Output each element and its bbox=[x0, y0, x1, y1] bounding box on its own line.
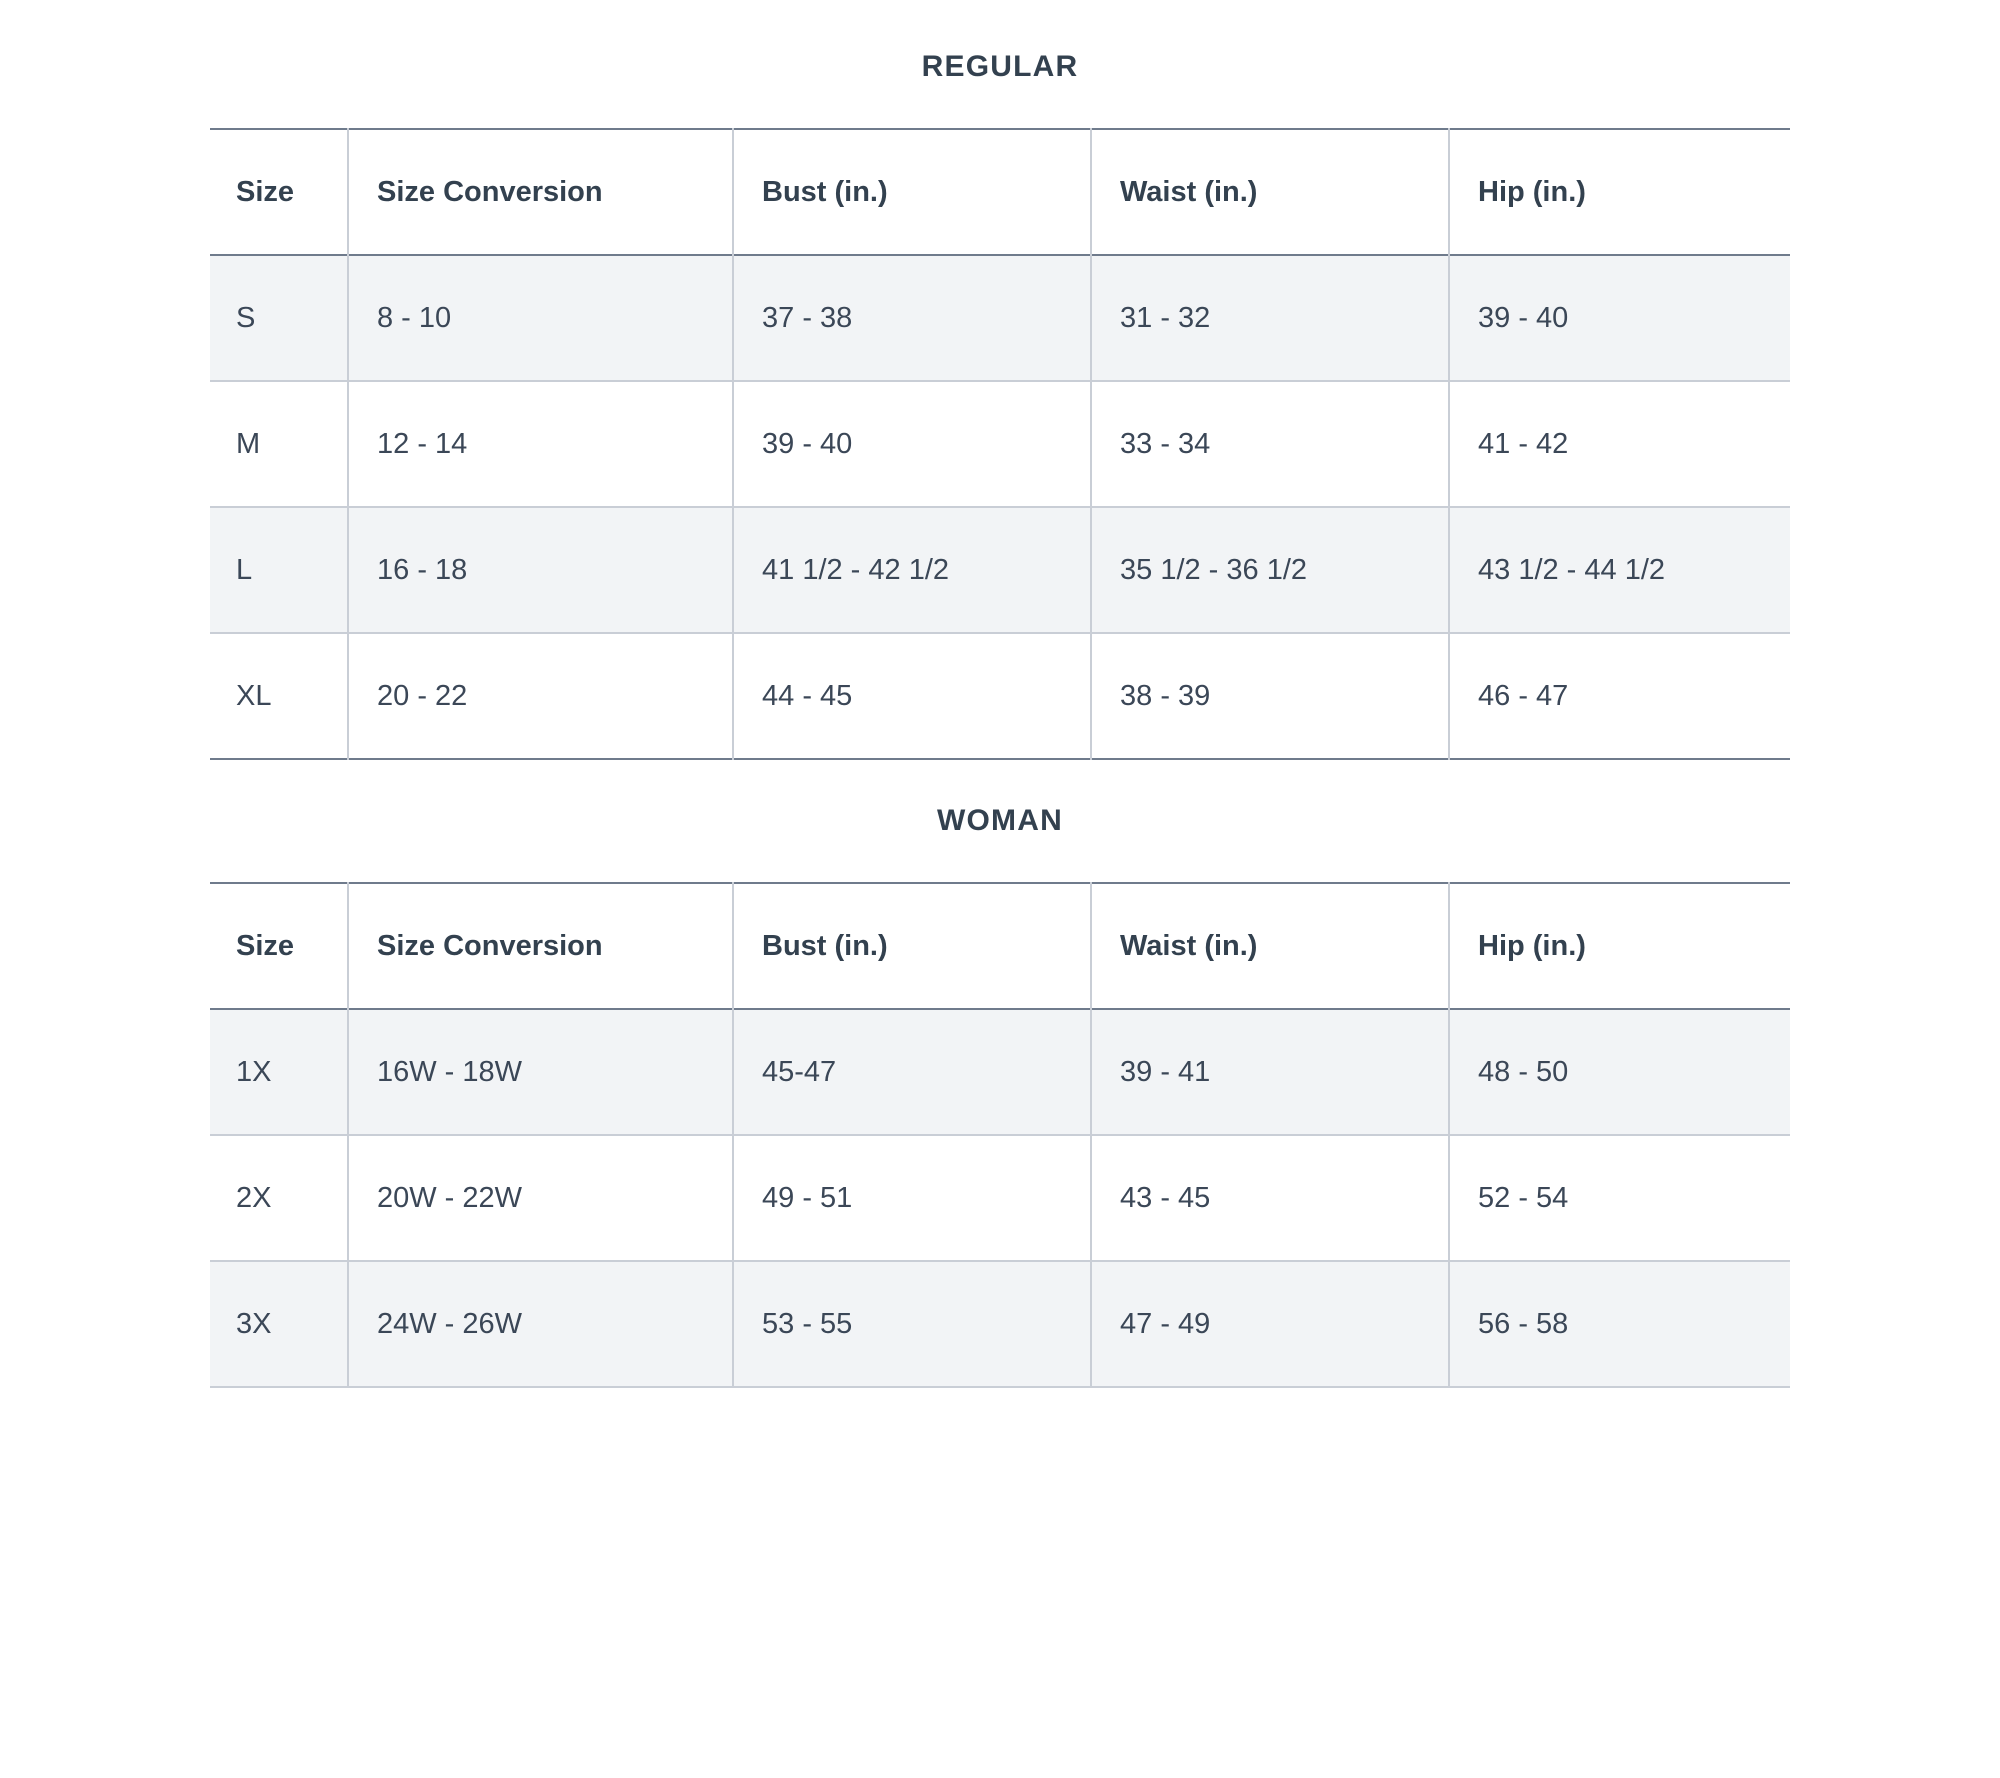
regular-table-head bbox=[210, 129, 1790, 255]
cell-size-conversion: 16 - 18 bbox=[348, 507, 733, 633]
cell-hip: 52 - 54 bbox=[1478, 1181, 1569, 1214]
column-header-size-conversion: Size Conversion bbox=[348, 129, 733, 255]
cell-hip: 39 - 40 bbox=[1478, 301, 1569, 334]
table-header-row bbox=[210, 129, 1790, 255]
regular-size-table bbox=[210, 128, 1790, 760]
cell-size: 3X bbox=[210, 1261, 348, 1387]
cell-bust: 45-47 bbox=[733, 1009, 1091, 1135]
table-row bbox=[210, 1135, 1790, 1261]
table-row bbox=[210, 633, 1790, 759]
cell-hip: 41 - 42 bbox=[1478, 427, 1569, 460]
cell-hip: 43 1/2 - 44 1/2 bbox=[1478, 553, 1666, 586]
column-header-bust: Bust (in.) bbox=[733, 129, 1091, 255]
cell-waist: 35 1/2 - 36 1/2 bbox=[1091, 507, 1449, 633]
table-row bbox=[210, 1009, 1790, 1135]
cell-waist: 47 - 49 bbox=[1091, 1261, 1449, 1387]
column-header-hip: Hip (in.) bbox=[1478, 175, 1586, 208]
column-header-size-conversion: Size Conversion bbox=[348, 883, 733, 1009]
cell-size: 1X bbox=[210, 1009, 348, 1135]
woman-table-head bbox=[210, 883, 1790, 1009]
column-header-waist: Waist (in.) bbox=[1091, 883, 1449, 1009]
table-header-row bbox=[210, 883, 1790, 1009]
woman-size-table bbox=[210, 882, 1790, 1388]
cell-bust: 49 - 51 bbox=[733, 1135, 1091, 1261]
column-header-size: Size bbox=[210, 883, 348, 1009]
cell-bust: 41 1/2 - 42 1/2 bbox=[733, 507, 1091, 633]
cell-bust: 39 - 40 bbox=[733, 381, 1091, 507]
cell-size-conversion: 20W - 22W bbox=[348, 1135, 733, 1261]
cell-waist: 38 - 39 bbox=[1091, 633, 1449, 759]
regular-table-body bbox=[210, 255, 1790, 759]
cell-size: S bbox=[210, 255, 348, 381]
cell-hip: 56 - 58 bbox=[1478, 1307, 1569, 1340]
regular-section-title: REGULAR bbox=[921, 50, 1079, 83]
cell-size-conversion: 8 - 10 bbox=[348, 255, 733, 381]
cell-hip: 46 - 47 bbox=[1478, 679, 1569, 712]
column-header-bust: Bust (in.) bbox=[733, 883, 1091, 1009]
cell-bust: 44 - 45 bbox=[733, 633, 1091, 759]
cell-waist: 31 - 32 bbox=[1091, 255, 1449, 381]
cell-waist: 33 - 34 bbox=[1091, 381, 1449, 507]
cell-waist: 39 - 41 bbox=[1091, 1009, 1449, 1135]
cell-hip: 48 - 50 bbox=[1478, 1055, 1569, 1088]
table-row bbox=[210, 381, 1790, 507]
cell-size: M bbox=[210, 381, 348, 507]
cell-waist: 43 - 45 bbox=[1091, 1135, 1449, 1261]
cell-size-conversion: 20 - 22 bbox=[348, 633, 733, 759]
cell-size-conversion: 12 - 14 bbox=[348, 381, 733, 507]
cell-size: L bbox=[210, 507, 348, 633]
table-row bbox=[210, 507, 1790, 633]
column-header-hip: Hip (in.) bbox=[1478, 929, 1586, 962]
page-bottom-spacer bbox=[210, 1388, 1790, 1398]
woman-table-body bbox=[210, 1009, 1790, 1387]
column-header-waist: Waist (in.) bbox=[1091, 129, 1449, 255]
cell-size: 2X bbox=[210, 1135, 348, 1261]
table-row bbox=[210, 255, 1790, 381]
cell-bust: 53 - 55 bbox=[733, 1261, 1091, 1387]
cell-size-conversion: 16W - 18W bbox=[348, 1009, 733, 1135]
woman-section-title: WOMAN bbox=[937, 804, 1063, 837]
cell-size-conversion: 24W - 26W bbox=[348, 1261, 733, 1387]
table-row bbox=[210, 1261, 1790, 1387]
cell-size: XL bbox=[210, 633, 348, 759]
column-header-size: Size bbox=[210, 129, 348, 255]
cell-bust: 37 - 38 bbox=[733, 255, 1091, 381]
